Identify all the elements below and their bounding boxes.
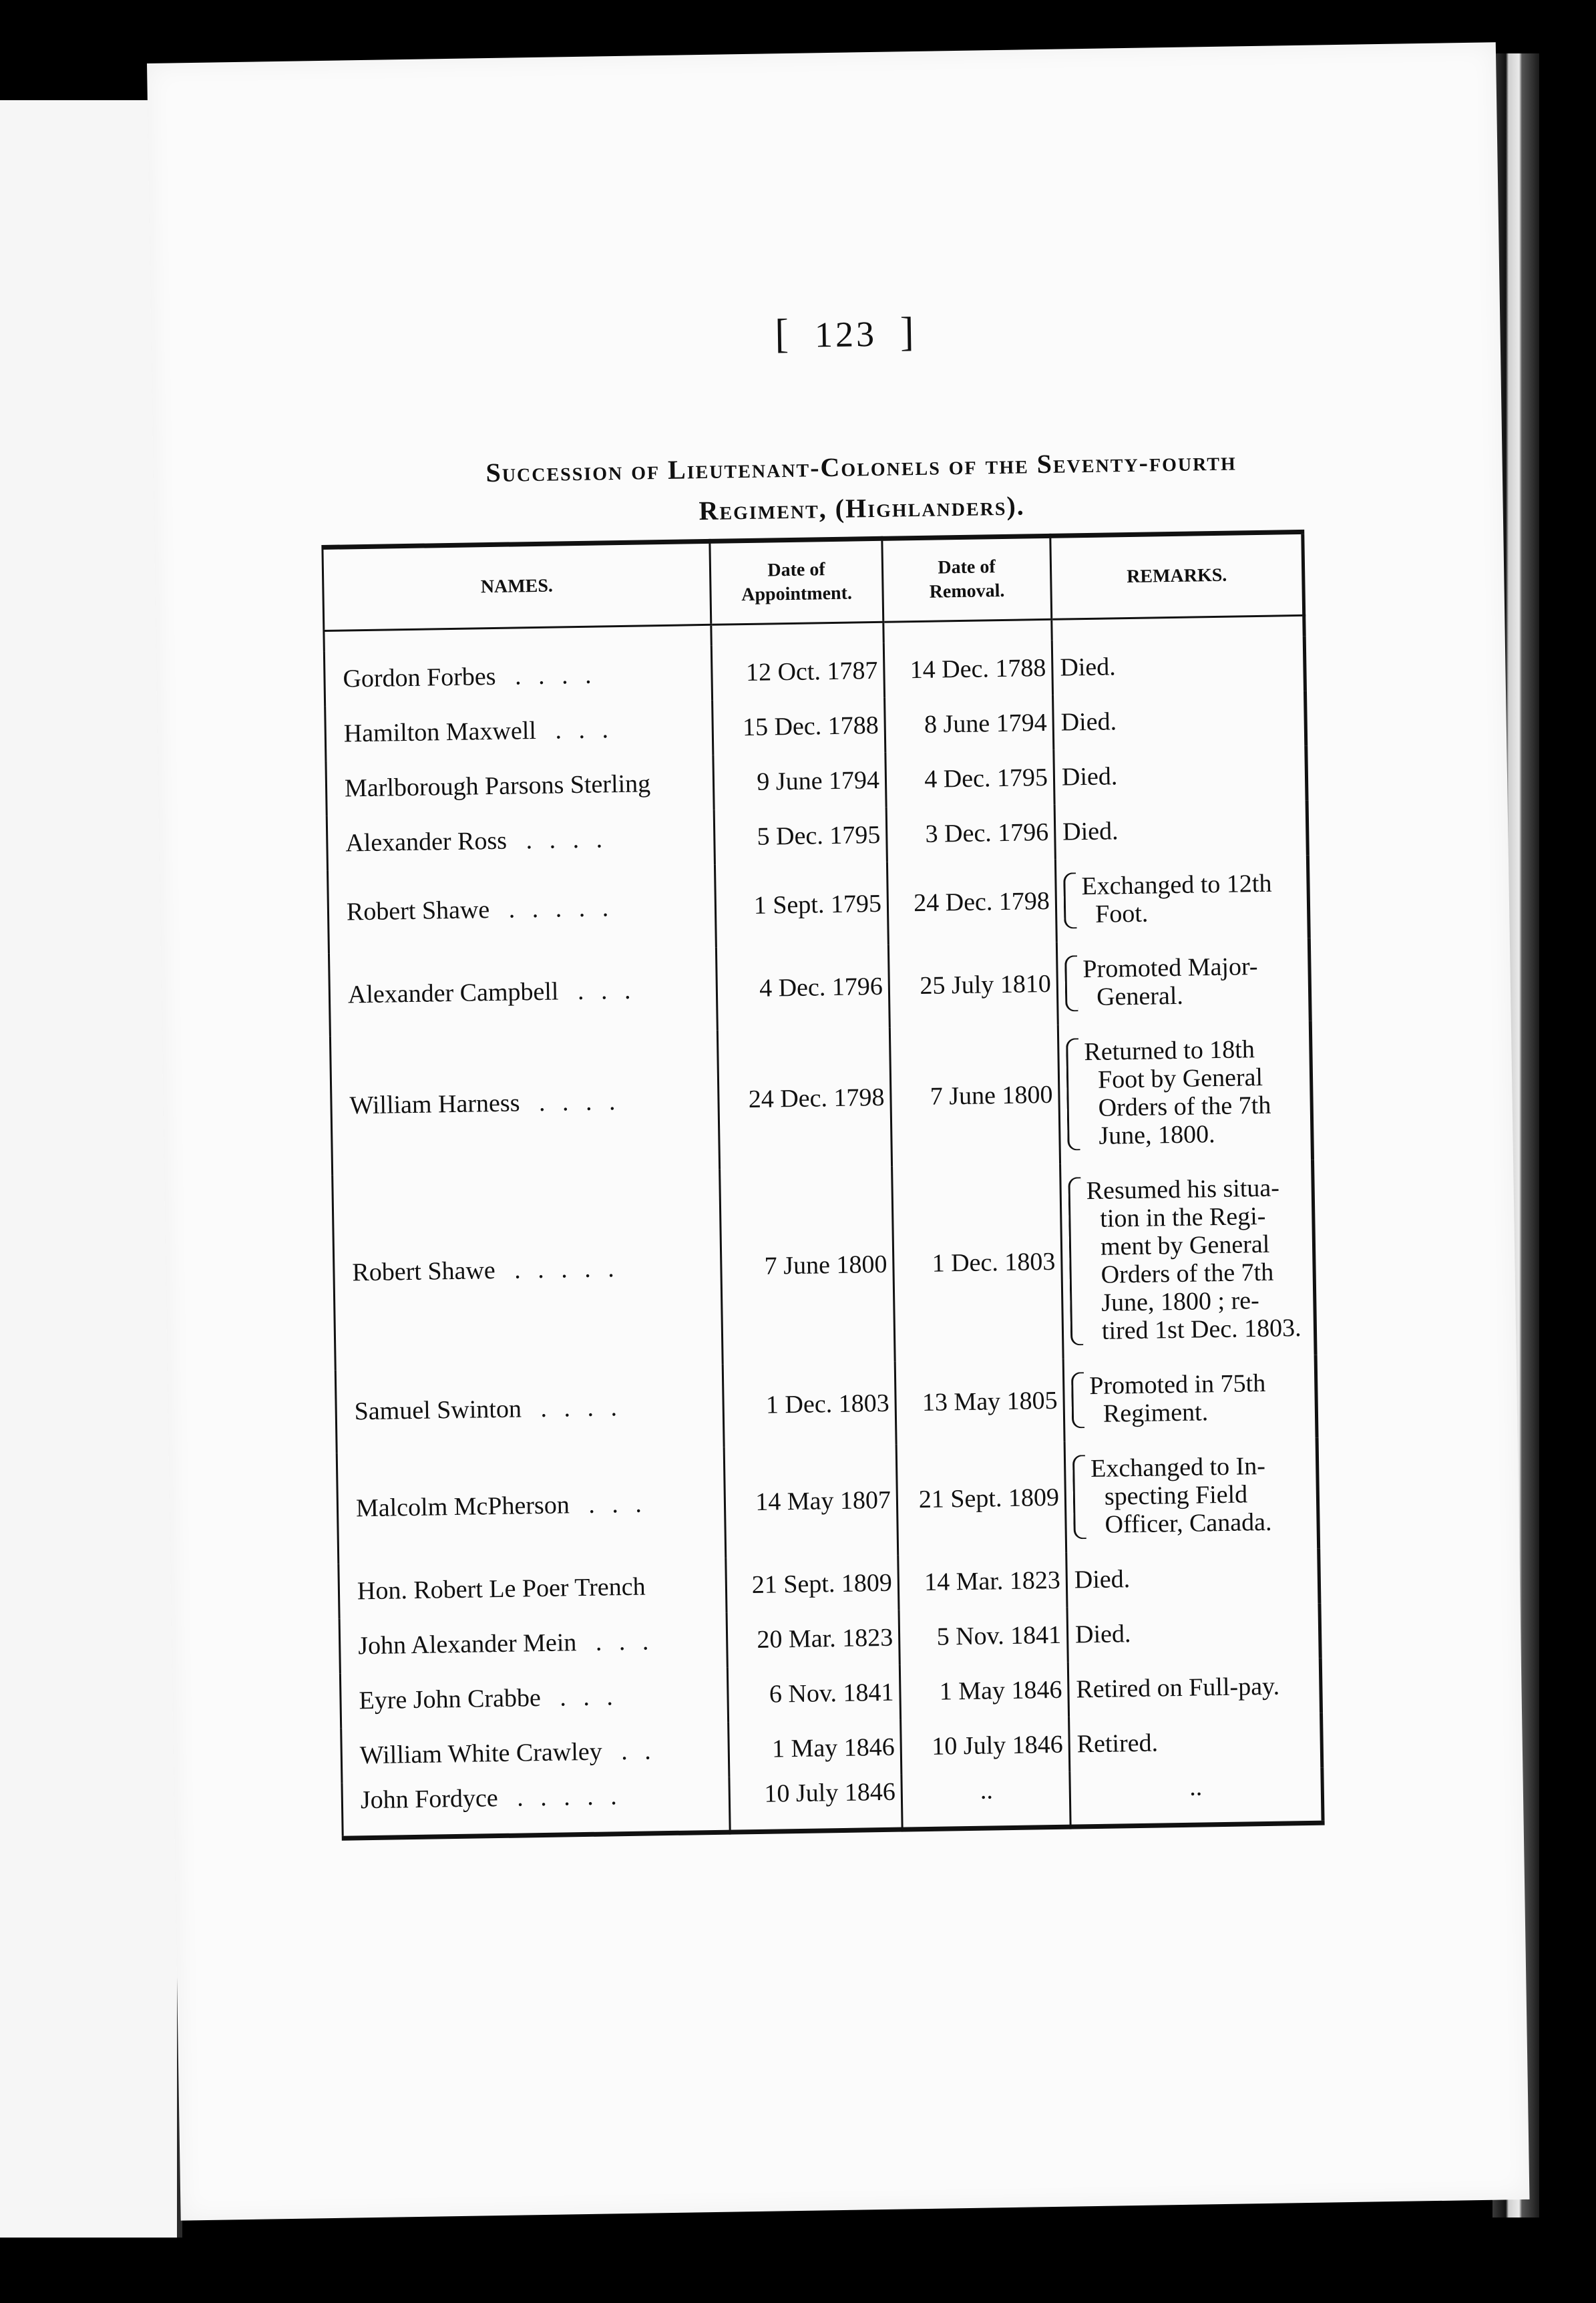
removal-date: 24 Dec. 1798 <box>887 860 1056 945</box>
header-appointment: Date of Appointment. <box>710 538 883 625</box>
appointment-date: 1 Sept. 1795 <box>715 862 888 948</box>
table-row <box>335 1355 1317 1453</box>
remarks-line: June, 1800 ; re- <box>1101 1286 1260 1317</box>
remarks-line: Orders of the 7th <box>1101 1258 1274 1289</box>
remarks-line: Exchanged to 12th <box>1081 869 1272 901</box>
remarks-line: Died. <box>1061 762 1118 791</box>
appointment-date: 4 Dec. 1796 <box>716 945 889 1031</box>
appointment-date: 24 Dec. 1798 <box>717 1028 891 1170</box>
remarks-line: ment by General <box>1100 1230 1270 1261</box>
name-cell <box>327 810 715 871</box>
removal-date: 8 June 1794 <box>885 695 1054 753</box>
table-row <box>337 1438 1318 1564</box>
name-cell <box>333 1170 723 1371</box>
brace-mark <box>1063 872 1076 928</box>
remarks-text <box>1081 869 1300 928</box>
remarks-brace-group <box>1071 1369 1308 1429</box>
header-row <box>323 532 1304 631</box>
remarks-cell <box>1054 746 1307 805</box>
remarks-brace-group <box>1063 869 1300 929</box>
remarks-cell <box>1053 691 1306 750</box>
spacer-cell <box>883 619 1052 643</box>
leader-dots: . . . . <box>540 1393 623 1423</box>
remarks-line: Officer, Canada. <box>1105 1508 1272 1539</box>
remarks-cell <box>1052 637 1305 695</box>
remarks-text <box>1090 1451 1310 1539</box>
name-cell <box>340 1668 728 1729</box>
remarks-line: Promoted Major- <box>1082 952 1258 984</box>
table-row <box>330 1021 1312 1176</box>
removal-date: 5 Nov. 1841 <box>899 1608 1068 1665</box>
appointment-date: 14 May 1807 <box>724 1445 898 1558</box>
officer-name: John Fordyce <box>360 1784 499 1815</box>
remarks-text <box>1086 1174 1307 1345</box>
removal-date: 14 Dec. 1788 <box>883 641 1052 698</box>
page-number-value: 123 <box>814 313 877 355</box>
removal-date: 1 Dec. 1803 <box>892 1164 1064 1362</box>
table-row <box>329 938 1310 1037</box>
officer-name: Hon. Robert Le Poer Trench <box>357 1572 646 1606</box>
leader-dots: . . . <box>595 1627 654 1656</box>
remarks-line: tion in the Regi- <box>1100 1202 1266 1233</box>
removal-date: 7 June 1800 <box>889 1025 1060 1167</box>
removal-date: 3 Dec. 1796 <box>886 805 1055 862</box>
officer-name: Alexander Ross <box>345 826 508 858</box>
leader-dots: . . . . <box>526 825 608 855</box>
remarks-cell <box>1063 1355 1317 1442</box>
book-page <box>147 42 1529 2220</box>
remarks-line: Died. <box>1074 1565 1131 1594</box>
appointment-date: 7 June 1800 <box>720 1167 895 1365</box>
header-removal: Date of Removal. <box>882 536 1052 622</box>
officer-name: Eyre John Crabbe <box>359 1684 542 1715</box>
page-number: [ 123 ] <box>774 309 918 357</box>
appointment-date: 20 Mar. 1823 <box>727 1610 900 1668</box>
remarks-brace-group <box>1064 952 1302 1012</box>
remarks-line: Died. <box>1074 1620 1131 1649</box>
name-cell <box>341 1723 729 1783</box>
leader-dots: . . . <box>559 1682 619 1712</box>
table-row <box>333 1160 1316 1371</box>
remarks-line: Retired on Full-pay. <box>1076 1672 1280 1704</box>
remarks-cell <box>1060 1160 1316 1359</box>
appointment-date: 6 Nov. 1841 <box>727 1665 900 1723</box>
remarks-cell <box>1069 1713 1322 1772</box>
brace-mark <box>1072 1455 1086 1539</box>
name-cell <box>335 1365 724 1453</box>
name-cell <box>328 865 717 954</box>
name-cell <box>325 701 713 761</box>
leader-dots: . . . . . <box>516 1782 622 1812</box>
appointment-date: 21 Sept. 1809 <box>726 1556 899 1613</box>
leader-dots: . . <box>620 1737 657 1766</box>
remarks-line: Resumed his situa- <box>1086 1174 1280 1206</box>
leader-dots: . . . . <box>538 1087 621 1117</box>
remarks-cell <box>1066 1549 1320 1608</box>
officer-name: Samuel Swinton <box>354 1395 522 1426</box>
remarks-brace-group <box>1068 1174 1307 1346</box>
remarks-line: Retired. <box>1076 1729 1159 1759</box>
appointment-date: 1 Dec. 1803 <box>723 1362 896 1447</box>
remarks-line: Died. <box>1062 817 1119 846</box>
remarks-line: Exchanged to In- <box>1090 1451 1266 1483</box>
remarks-text <box>1089 1369 1308 1428</box>
name-cell <box>337 1447 726 1564</box>
remarks-cell <box>1070 1768 1323 1827</box>
removal-date: 4 Dec. 1795 <box>885 750 1054 808</box>
name-cell <box>339 1613 727 1674</box>
remarks-cell <box>1064 1438 1319 1553</box>
remarks-line: .. <box>1189 1773 1203 1802</box>
title-line-2: Regiment, (Highlanders). <box>699 490 1026 526</box>
remarks-line: Foot. <box>1094 899 1149 928</box>
name-cell <box>342 1777 730 1838</box>
header-remarks: REMARKS. <box>1050 532 1304 619</box>
appointment-date: 9 June 1794 <box>713 753 886 810</box>
remarks-cell <box>1055 856 1309 942</box>
remarks-line: Died. <box>1060 707 1117 737</box>
removal-date: 14 Mar. 1823 <box>898 1553 1067 1610</box>
officer-name: Alexander Campbell <box>347 977 559 1009</box>
officer-name: William Harness <box>349 1089 520 1120</box>
leader-dots: . . . <box>588 1489 648 1519</box>
officer-name: Hamilton Maxwell <box>343 716 537 748</box>
officer-name: Malcolm McPherson <box>355 1491 570 1523</box>
removal-date: 13 May 1805 <box>895 1359 1064 1445</box>
name-cell <box>329 948 717 1037</box>
name-cell <box>330 1031 719 1176</box>
leader-dots: . . . . <box>514 661 597 691</box>
officer-name: Robert Shawe <box>352 1256 496 1287</box>
officer-name: William White Crawley <box>359 1737 603 1770</box>
brace-mark <box>1066 1038 1080 1150</box>
remarks-line: Regiment. <box>1103 1398 1209 1428</box>
removal-date: 25 July 1810 <box>888 942 1058 1028</box>
removal-date: 10 July 1846 <box>901 1717 1070 1775</box>
remarks-cell <box>1056 938 1310 1025</box>
remarks-line: General. <box>1096 981 1184 1011</box>
leader-dots: . . . . . <box>508 894 614 924</box>
officer-name: Gordon Forbes <box>343 662 496 693</box>
leader-dots: . . . . . <box>514 1254 620 1284</box>
remarks-line: tired 1st Dec. 1803. <box>1101 1314 1302 1345</box>
brace-mark <box>1064 955 1078 1011</box>
appointment-date: 1 May 1846 <box>729 1720 902 1777</box>
brace-mark <box>1068 1177 1083 1345</box>
officer-name: John Alexander Mein <box>357 1628 577 1660</box>
remarks-text <box>1082 952 1302 1011</box>
appointment-date: 10 July 1846 <box>729 1775 902 1832</box>
removal-date: 1 May 1846 <box>900 1662 1068 1720</box>
remarks-cell <box>1068 1658 1321 1717</box>
name-cell <box>339 1558 727 1619</box>
remarks-line: June, 1800. <box>1099 1120 1215 1150</box>
header-names: NAMES. <box>323 541 711 631</box>
remarks-brace-group <box>1072 1451 1310 1540</box>
remarks-line: Promoted in 75th <box>1088 1369 1266 1401</box>
leader-dots: . . . <box>577 976 636 1006</box>
remarks-line: Orders of the 7th <box>1098 1091 1271 1122</box>
title-line-1: Succession of Lieutenant-Colonels of the Seventy-fourth <box>485 446 1237 488</box>
remarks-cell <box>1067 1604 1320 1662</box>
appointment-date: 5 Dec. 1795 <box>714 808 887 865</box>
brace-mark <box>1071 1372 1084 1428</box>
remarks-line: Foot by General <box>1097 1063 1263 1094</box>
table-row <box>328 856 1310 954</box>
remarks-cell <box>1058 1021 1312 1164</box>
remarks-line: Returned to 18th <box>1084 1035 1255 1067</box>
table-body <box>324 615 1323 1837</box>
leader-dots: . . . <box>555 715 614 745</box>
remarks-line: specting Field <box>1104 1480 1248 1511</box>
removal-date: 21 Sept. 1809 <box>896 1442 1066 1556</box>
officer-name: Marlborough Parsons Sterling <box>344 769 651 803</box>
remarks-cell <box>1054 801 1308 860</box>
removal-date: .. <box>902 1772 1070 1829</box>
remarks-text <box>1084 1035 1304 1150</box>
appointment-date: 15 Dec. 1788 <box>713 698 885 755</box>
spacer-cell <box>711 622 883 646</box>
name-cell <box>324 646 712 707</box>
name-cell <box>326 755 714 816</box>
table-title <box>320 438 1403 538</box>
officer-name: Robert Shawe <box>346 896 490 926</box>
remarks-brace-group <box>1066 1035 1304 1151</box>
appointment-date: 12 Oct. 1787 <box>711 643 884 701</box>
succession-table <box>321 530 1324 1840</box>
remarks-line: Died. <box>1060 653 1117 682</box>
